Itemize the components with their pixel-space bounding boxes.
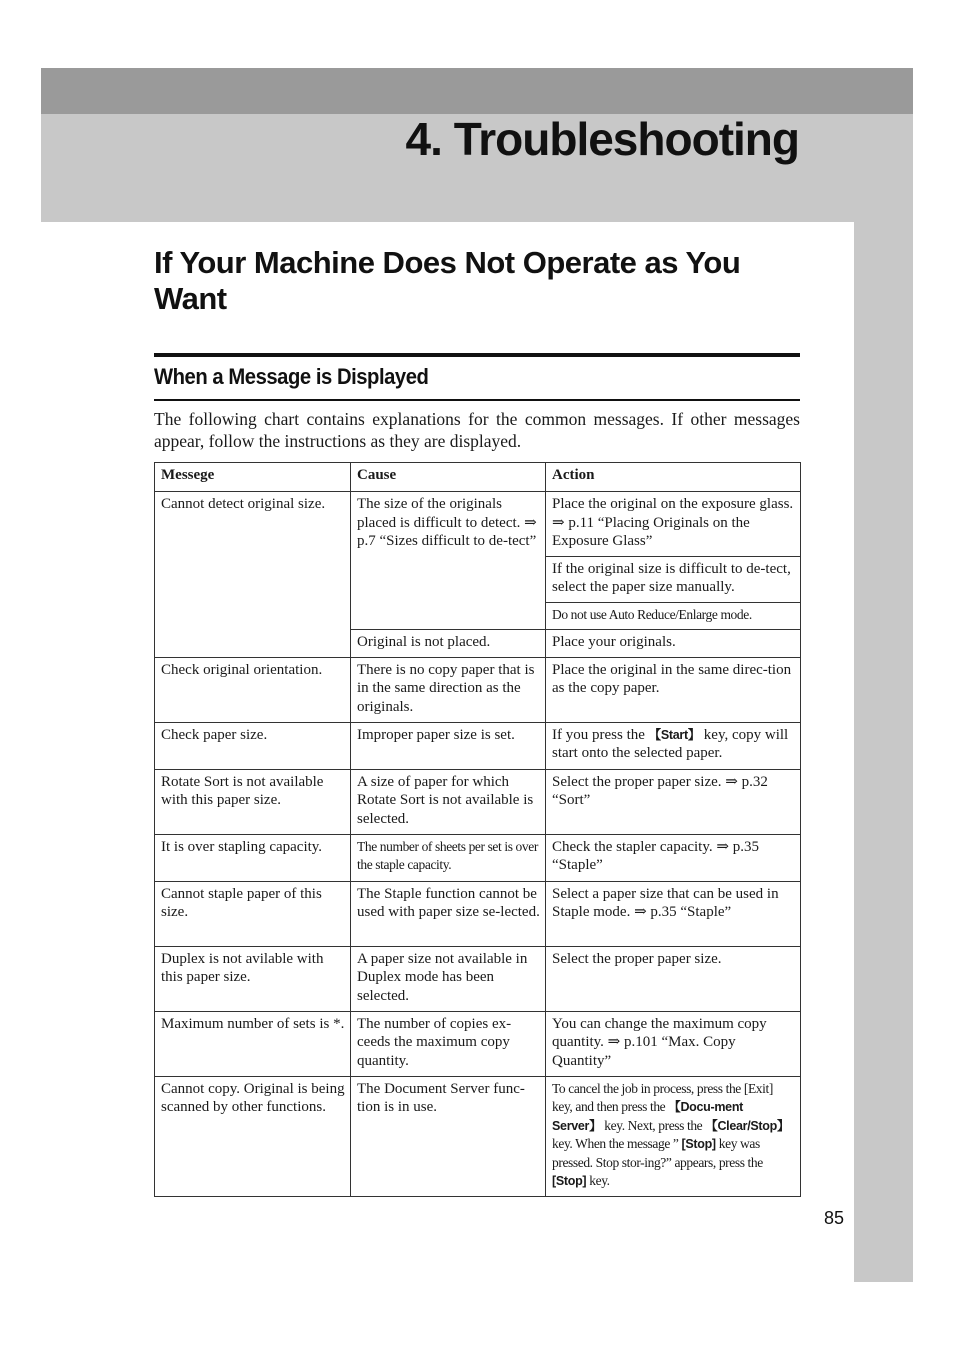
column-header-cause: Cause (351, 463, 546, 492)
table-row (155, 946, 801, 1011)
table-row (155, 657, 801, 722)
table-row (155, 1076, 801, 1196)
message-cell: Duplex is not avilable with this paper size. (155, 946, 351, 1011)
table-header-row (155, 463, 801, 492)
action-cell: You can change the maximum copy quantity. ⇒ p.101 “Max. Copy Quantity” (546, 1011, 801, 1076)
stop-key-label: [Stop] (552, 1174, 587, 1188)
table-row (155, 492, 801, 557)
cause-cell: The Document Server func-tion is in use. (351, 1076, 546, 1196)
header-band-dark (41, 68, 913, 114)
action-text: key. (586, 1173, 610, 1188)
column-header-message: Messege (155, 463, 351, 492)
action-cell (546, 722, 801, 769)
action-cell: Check the stapler capacity. ⇒ p.35 “Staple” (546, 834, 801, 881)
message-cell: It is over stapling capacity. (155, 834, 351, 881)
section-title: If Your Machine Does Not Operate as You Want (154, 245, 741, 316)
action-text: To cancel the job in process, press the [Exit] key, and then press the (552, 1080, 773, 1114)
message-cell: Cannot staple paper of this size. (155, 881, 351, 946)
action-text: If you press the (552, 726, 649, 743)
start-key-label: 【Start】 (648, 727, 701, 742)
message-cell: Check paper size. (155, 722, 351, 769)
action-cell (546, 1076, 801, 1196)
table-row (155, 722, 801, 769)
subsection-title: When a Message is Displayed (154, 364, 429, 389)
message-table (154, 462, 801, 1197)
table-row (155, 769, 801, 834)
action-text: key. When the message ” (552, 1136, 682, 1151)
column-header-action: Action (546, 463, 801, 492)
action-text: key. Next, press the (601, 1117, 706, 1133)
message-cell: Rotate Sort is not available with this paper size. (155, 769, 351, 834)
intro-paragraph: The following chart contains explanations for the common messages. If other messages appear, follow the instructions as they are displayed. (154, 409, 800, 451)
message-cell: Check original orientation. (155, 657, 351, 722)
table-row (155, 1011, 801, 1076)
cause-cell: There is no copy paper that is in the same direction as the originals. (351, 657, 546, 722)
action-cell: Select a paper size that can be used in Staple mode. ⇒ p.35 “Staple” (546, 881, 801, 946)
cause-cell: Original is not placed. (351, 630, 546, 658)
cause-cell: The Staple function cannot be used with paper size se-lected. (351, 881, 546, 946)
action-cell: Place the original on the exposure glass. ⇒ p.11 “Placing Originals on the Exposure Glass” (546, 492, 801, 557)
page-number: 85 (824, 1208, 845, 1228)
message-cell: Cannot detect original size. (155, 492, 351, 658)
action-cell: Place the original in the same direc-tion as the copy paper. (546, 657, 801, 722)
message-cell: Maximum number of sets is *. (155, 1011, 351, 1076)
section-rule-bottom (154, 399, 800, 401)
cause-cell: The number of sheets per set is over the staple capacity. (351, 834, 546, 881)
action-text: key, copy will start onto the selected paper. (552, 726, 789, 761)
document-server-key-label: 【Docu-ment Server】 (552, 1100, 744, 1133)
stop-key-label: [Stop] (681, 1137, 716, 1151)
cause-cell: A paper size not available in Duplex mode has been selected. (351, 946, 546, 1011)
chapter-title: 4. Troubleshooting (405, 113, 799, 165)
action-cell: Select the proper paper size. ⇒ p.32 “Sort” (546, 769, 801, 834)
clear-stop-key-label: 【Clear/Stop】 (705, 1118, 790, 1133)
side-tab-band (854, 222, 913, 1282)
table-row (155, 834, 801, 881)
action-text: key was pressed. Stop stor-ing?” appears, press the (552, 1136, 763, 1170)
cause-cell: The size of the originals placed is difficult to detect. ⇒ p.7 “Sizes difficult to de-tect” (351, 492, 546, 630)
action-cell: Place your originals. (546, 630, 801, 658)
cause-cell: A size of paper for which Rotate Sort is not available is selected. (351, 769, 546, 834)
cause-cell: Improper paper size is set. (351, 722, 546, 769)
action-cell: Do not use Auto Reduce/Enlarge mode. (546, 602, 801, 630)
action-cell: If the original size is difficult to de-tect, select the paper size manually. (546, 556, 801, 602)
cause-cell: The number of copies ex-ceeds the maximum copy quantity. (351, 1011, 546, 1076)
section-rule-top (154, 353, 800, 357)
table-row (155, 881, 801, 946)
action-cell: Select the proper paper size. (546, 946, 801, 1011)
message-cell: Cannot copy. Original is being scanned by other functions. (155, 1076, 351, 1196)
